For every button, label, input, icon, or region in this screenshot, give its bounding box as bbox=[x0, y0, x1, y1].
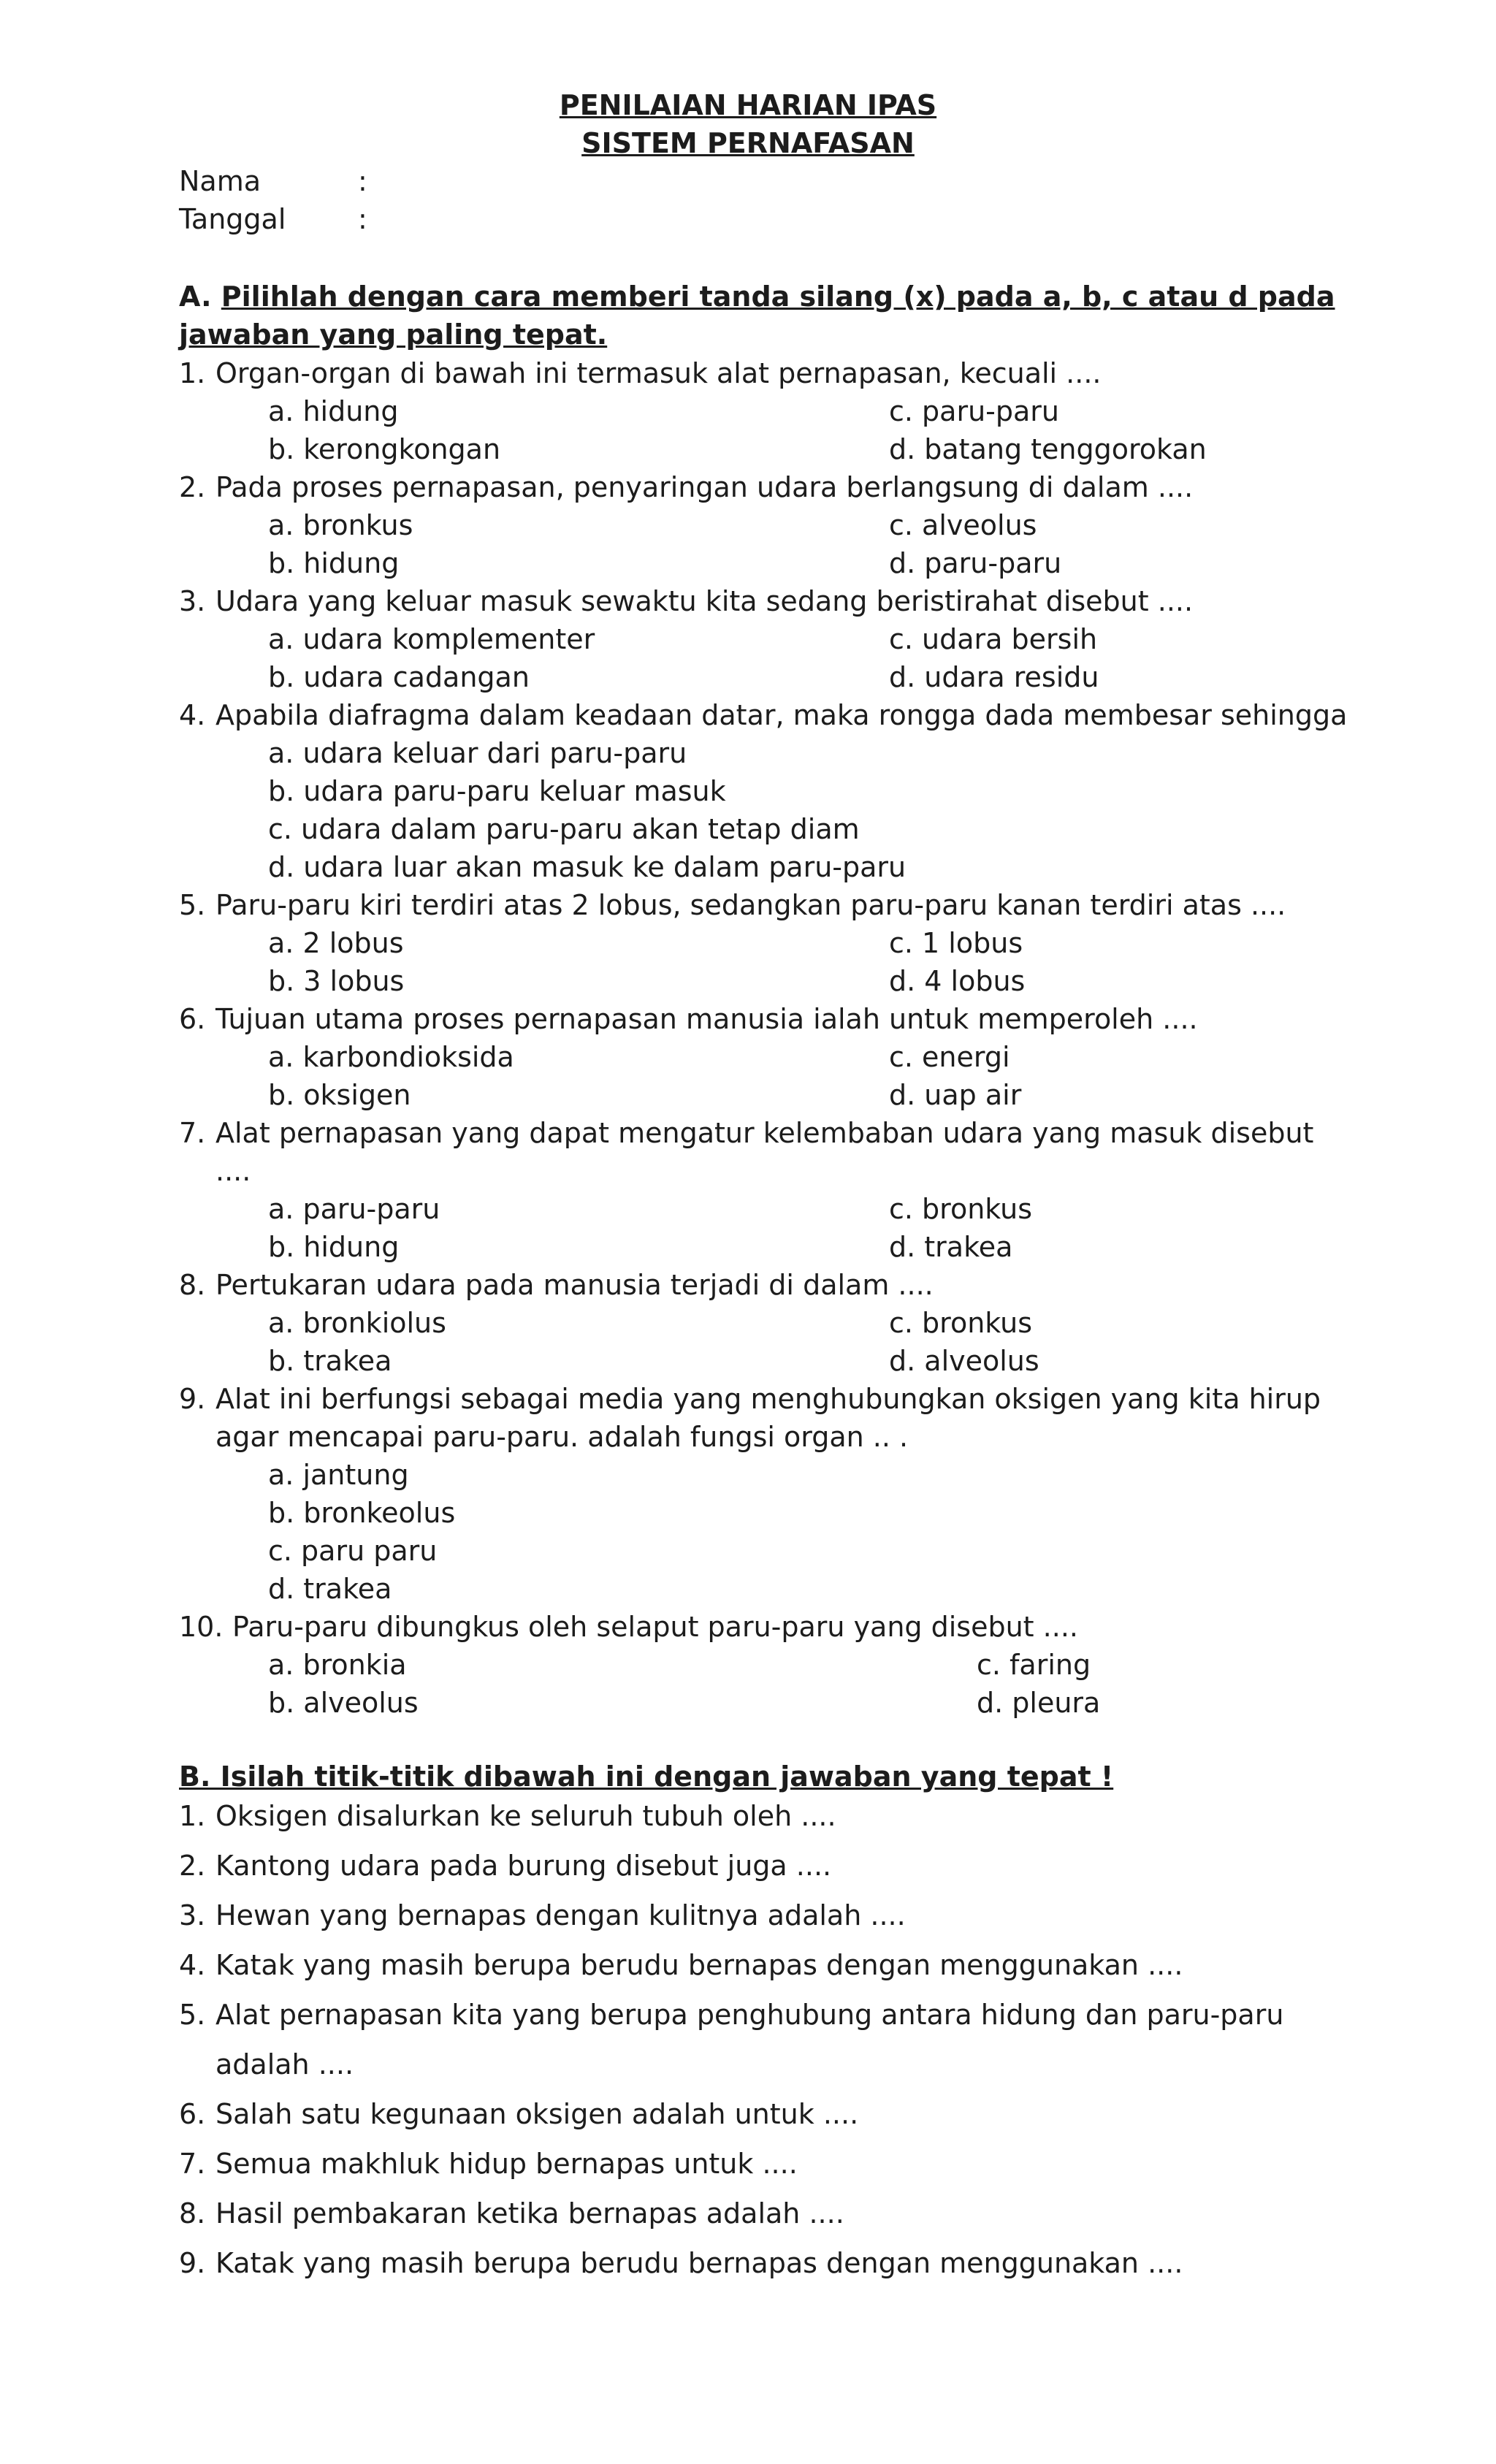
question-text: agar mencapai paru-paru. adalah fungsi organ .. . bbox=[215, 1421, 909, 1453]
answer-option: d. trakea bbox=[889, 1231, 1013, 1263]
question-text: .... bbox=[215, 1155, 251, 1187]
fill-in-text: adalah .... bbox=[215, 2048, 354, 2080]
fill-in-text: Hasil pembakaran ketika bernapas adalah .... bbox=[215, 2197, 844, 2230]
question-text: Paru-paru dibungkus oleh selaput paru-paru yang disebut .... bbox=[232, 1611, 1078, 1643]
answer-option: a. bronkiolus bbox=[268, 1307, 446, 1339]
fill-in-number: 1. bbox=[179, 1800, 206, 1832]
answer-option: b. udara cadangan bbox=[268, 661, 530, 693]
fill-in-number: 9. bbox=[179, 2247, 206, 2279]
question-text: Pada proses pernapasan, penyaringan udara berlangsung di dalam .... bbox=[215, 471, 1194, 503]
answer-option: a. udara keluar dari paru-paru bbox=[268, 737, 687, 769]
answer-option: d. udara luar akan masuk ke dalam paru-paru bbox=[268, 851, 907, 883]
answer-option: c. udara dalam paru-paru akan tetap diam bbox=[268, 813, 860, 845]
fill-in-text: Semua makhluk hidup bernapas untuk .... bbox=[215, 2148, 798, 2180]
answer-option: c. paru-paru bbox=[889, 395, 1059, 427]
answer-option: c. energi bbox=[889, 1041, 1010, 1073]
answer-option: b. hidung bbox=[268, 547, 400, 579]
date-label: Tanggal bbox=[179, 203, 286, 235]
answer-option: c. paru paru bbox=[268, 1535, 438, 1567]
question-number: 7. bbox=[179, 1117, 206, 1149]
question-text: Tujuan utama proses pernapasan manusia ialah untuk memperoleh .... bbox=[215, 1003, 1198, 1035]
answer-option: b. kerongkongan bbox=[268, 433, 501, 465]
answer-option: a. jantung bbox=[268, 1459, 409, 1491]
answer-option: d. paru-paru bbox=[889, 547, 1062, 579]
page-subtitle: SISTEM PERNAFASAN bbox=[581, 127, 915, 159]
answer-option: a. karbondioksida bbox=[268, 1041, 514, 1073]
answer-option: c. bronkus bbox=[889, 1193, 1033, 1225]
answer-option: c. 1 lobus bbox=[889, 927, 1023, 959]
question-text: Udara yang keluar masuk sewaktu kita sedang beristirahat disebut .... bbox=[215, 585, 1194, 617]
fill-in-text: Oksigen disalurkan ke seluruh tubuh oleh .... bbox=[215, 1800, 836, 1832]
question-number: 3. bbox=[179, 585, 206, 617]
answer-option: d. udara residu bbox=[889, 661, 1099, 693]
question-text: Alat ini berfungsi sebagai media yang menghubungkan oksigen yang kita hirup bbox=[215, 1383, 1321, 1415]
question-text: Pertukaran udara pada manusia terjadi di dalam .... bbox=[215, 1269, 934, 1301]
date-colon: : bbox=[358, 203, 367, 235]
question-text: Paru-paru kiri terdiri atas 2 lobus, sedangkan paru-paru kanan terdiri atas .... bbox=[215, 889, 1286, 921]
answer-option: d. uap air bbox=[889, 1079, 1022, 1111]
fill-in-number: 6. bbox=[179, 2098, 206, 2130]
answer-option: a. hidung bbox=[268, 395, 399, 427]
question-number: 1. bbox=[179, 357, 206, 389]
answer-option: a. bronkus bbox=[268, 509, 413, 541]
answer-option: a. 2 lobus bbox=[268, 927, 404, 959]
question-text: Organ-organ di bawah ini termasuk alat pernapasan, kecuali .... bbox=[215, 357, 1102, 389]
answer-option: d. pleura bbox=[977, 1687, 1101, 1719]
section-b-heading: B. Isilah titik-titik dibawah ini dengan jawaban yang tepat ! bbox=[179, 1761, 1114, 1793]
fill-in-text: Alat pernapasan kita yang berupa penghubung antara hidung dan paru-paru bbox=[215, 1999, 1284, 2031]
answer-option: d. alveolus bbox=[889, 1345, 1039, 1377]
answer-option: d. 4 lobus bbox=[889, 965, 1026, 997]
question-number: 10. bbox=[179, 1611, 224, 1643]
section-a-instruction bbox=[179, 278, 1335, 316]
answer-option: d. trakea bbox=[268, 1573, 392, 1605]
fill-in-number: 8. bbox=[179, 2197, 206, 2230]
question-number: 8. bbox=[179, 1269, 206, 1301]
name-colon: : bbox=[358, 165, 367, 197]
answer-option: a. bronkia bbox=[268, 1649, 407, 1681]
answer-option: d. batang tenggorokan bbox=[889, 433, 1207, 465]
section-a-instruction-line2: jawaban yang paling tepat. bbox=[179, 319, 608, 351]
question-text: Apabila diafragma dalam keadaan datar, maka rongga dada membesar sehingga bbox=[215, 699, 1348, 731]
answer-option: b. hidung bbox=[268, 1231, 400, 1263]
fill-in-text: Kantong udara pada burung disebut juga .... bbox=[215, 1850, 832, 1882]
fill-in-text: Hewan yang bernapas dengan kulitnya adalah .... bbox=[215, 1899, 906, 1931]
page-title: PENILAIAN HARIAN IPAS bbox=[559, 89, 937, 121]
fill-in-text: Salah satu kegunaan oksigen adalah untuk .... bbox=[215, 2098, 859, 2130]
answer-option: b. 3 lobus bbox=[268, 965, 405, 997]
question-number: 2. bbox=[179, 471, 206, 503]
name-label: Nama bbox=[179, 165, 262, 197]
fill-in-number: 4. bbox=[179, 1949, 206, 1981]
answer-option: a. udara komplementer bbox=[268, 623, 595, 655]
question-number: 5. bbox=[179, 889, 206, 921]
question-text: Alat pernapasan yang dapat mengatur kelembaban udara yang masuk disebut bbox=[215, 1117, 1314, 1149]
answer-option: b. trakea bbox=[268, 1345, 392, 1377]
answer-option: b. udara paru-paru keluar masuk bbox=[268, 775, 726, 807]
answer-option: b. alveolus bbox=[268, 1687, 419, 1719]
question-number: 9. bbox=[179, 1383, 206, 1415]
section-a-letter: A. bbox=[179, 281, 212, 313]
fill-in-number: 7. bbox=[179, 2148, 206, 2180]
answer-option: c. udara bersih bbox=[889, 623, 1098, 655]
fill-in-number: 5. bbox=[179, 1999, 206, 2031]
question-number: 4. bbox=[179, 699, 206, 731]
answer-option: a. paru-paru bbox=[268, 1193, 440, 1225]
fill-in-number: 3. bbox=[179, 1899, 206, 1931]
answer-option: c. faring bbox=[977, 1649, 1091, 1681]
answer-option: b. oksigen bbox=[268, 1079, 411, 1111]
fill-in-number: 2. bbox=[179, 1850, 206, 1882]
fill-in-text: Katak yang masih berupa berudu bernapas dengan menggunakan .... bbox=[215, 1949, 1183, 1981]
section-a-instruction-line1: Pilihlah dengan cara memberi tanda silang (x) pada a, b, c atau d pada bbox=[221, 281, 1335, 313]
answer-option: c. bronkus bbox=[889, 1307, 1033, 1339]
question-number: 6. bbox=[179, 1003, 206, 1035]
fill-in-text: Katak yang masih berupa berudu bernapas dengan menggunakan .... bbox=[215, 2247, 1183, 2279]
answer-option: c. alveolus bbox=[889, 509, 1037, 541]
answer-option: b. bronkeolus bbox=[268, 1497, 456, 1529]
